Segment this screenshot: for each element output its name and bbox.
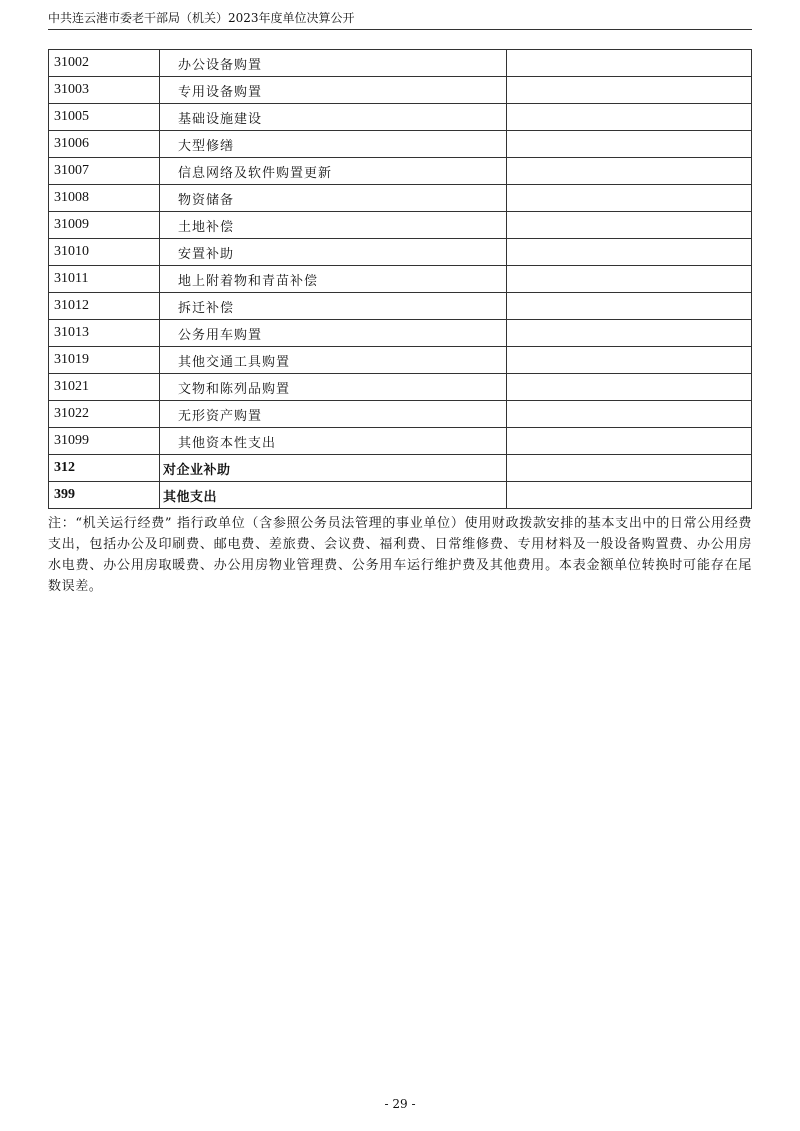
amount-cell bbox=[507, 428, 752, 455]
table-note: 注：“机关运行经费” 指行政单位（含参照公务员法管理的事业单位）使用财政拨款安排的基本支出中的日常公用经费支出，包括办公及印刷费、邮电费、差旅费、会议费、福利费、日常维修费、专用材料及一般设备购置费、办公用房水电费、办公用房取暖费、办公用房物业管理费、公务用车运行维护费及其他费用。本表金额单位转换时可能存在尾数误差。 bbox=[48, 516, 752, 594]
table-row bbox=[49, 482, 752, 509]
name-cell: 土地补偿 bbox=[160, 212, 507, 239]
code-cell: 31010 bbox=[49, 239, 160, 266]
amount-cell bbox=[507, 77, 752, 104]
amount-cell bbox=[507, 293, 752, 320]
code-cell: 31099 bbox=[49, 428, 160, 455]
table-body bbox=[49, 50, 752, 509]
amount-cell bbox=[507, 212, 752, 239]
name-cell: 安置补助 bbox=[160, 239, 507, 266]
amount-cell bbox=[507, 320, 752, 347]
amount-cell bbox=[507, 482, 752, 509]
name-cell: 其他交通工具购置 bbox=[160, 347, 507, 374]
table-row bbox=[49, 266, 752, 293]
table-row bbox=[49, 50, 752, 77]
amount-cell bbox=[507, 185, 752, 212]
code-cell: 31012 bbox=[49, 293, 160, 320]
code-cell: 31006 bbox=[49, 131, 160, 158]
name-cell: 基础设施建设 bbox=[160, 104, 507, 131]
table-row bbox=[49, 131, 752, 158]
table-row bbox=[49, 239, 752, 266]
name-cell: 其他资本性支出 bbox=[160, 428, 507, 455]
amount-cell bbox=[507, 131, 752, 158]
name-cell: 地上附着物和青苗补偿 bbox=[160, 266, 507, 293]
code-cell: 31009 bbox=[49, 212, 160, 239]
name-cell: 信息网络及软件购置更新 bbox=[160, 158, 507, 185]
code-cell: 31013 bbox=[49, 320, 160, 347]
code-cell: 31008 bbox=[49, 185, 160, 212]
code-cell: 31003 bbox=[49, 77, 160, 104]
table-row bbox=[49, 455, 752, 482]
table-row bbox=[49, 347, 752, 374]
name-cell: 物资储备 bbox=[160, 185, 507, 212]
code-cell: 31005 bbox=[49, 104, 160, 131]
amount-cell bbox=[507, 401, 752, 428]
name-cell: 专用设备购置 bbox=[160, 77, 507, 104]
name-cell: 大型修缮 bbox=[160, 131, 507, 158]
name-cell: 文物和陈列品购置 bbox=[160, 374, 507, 401]
amount-cell bbox=[507, 239, 752, 266]
amount-cell bbox=[507, 347, 752, 374]
code-cell: 31002 bbox=[49, 50, 160, 77]
page-number: - 29 - bbox=[384, 1097, 416, 1111]
amount-cell bbox=[507, 50, 752, 77]
table-row bbox=[49, 320, 752, 347]
table-row bbox=[49, 401, 752, 428]
code-cell: 31022 bbox=[49, 401, 160, 428]
amount-cell bbox=[507, 374, 752, 401]
amount-cell bbox=[507, 158, 752, 185]
table-row bbox=[49, 104, 752, 131]
name-cell: 无形资产购置 bbox=[160, 401, 507, 428]
table-row bbox=[49, 158, 752, 185]
code-cell: 31021 bbox=[49, 374, 160, 401]
code-cell: 399 bbox=[49, 482, 160, 509]
table-row bbox=[49, 428, 752, 455]
table-row bbox=[49, 185, 752, 212]
amount-cell bbox=[507, 104, 752, 131]
code-cell: 31011 bbox=[49, 266, 160, 293]
name-cell: 办公设备购置 bbox=[160, 50, 507, 77]
page-header: 中共连云港市委老干部局（机关）2023年度单位决算公开 bbox=[48, 10, 752, 30]
name-cell: 拆迁补偿 bbox=[160, 293, 507, 320]
table-row bbox=[49, 374, 752, 401]
amount-cell bbox=[507, 266, 752, 293]
table-row bbox=[49, 293, 752, 320]
table-row bbox=[49, 77, 752, 104]
code-cell: 312 bbox=[49, 455, 160, 482]
name-cell: 其他支出 bbox=[160, 482, 507, 509]
table-row bbox=[49, 212, 752, 239]
code-cell: 31007 bbox=[49, 158, 160, 185]
name-cell: 公务用车购置 bbox=[160, 320, 507, 347]
amount-cell bbox=[507, 455, 752, 482]
expenditure-table bbox=[48, 49, 752, 509]
code-cell: 31019 bbox=[49, 347, 160, 374]
name-cell: 对企业补助 bbox=[160, 455, 507, 482]
